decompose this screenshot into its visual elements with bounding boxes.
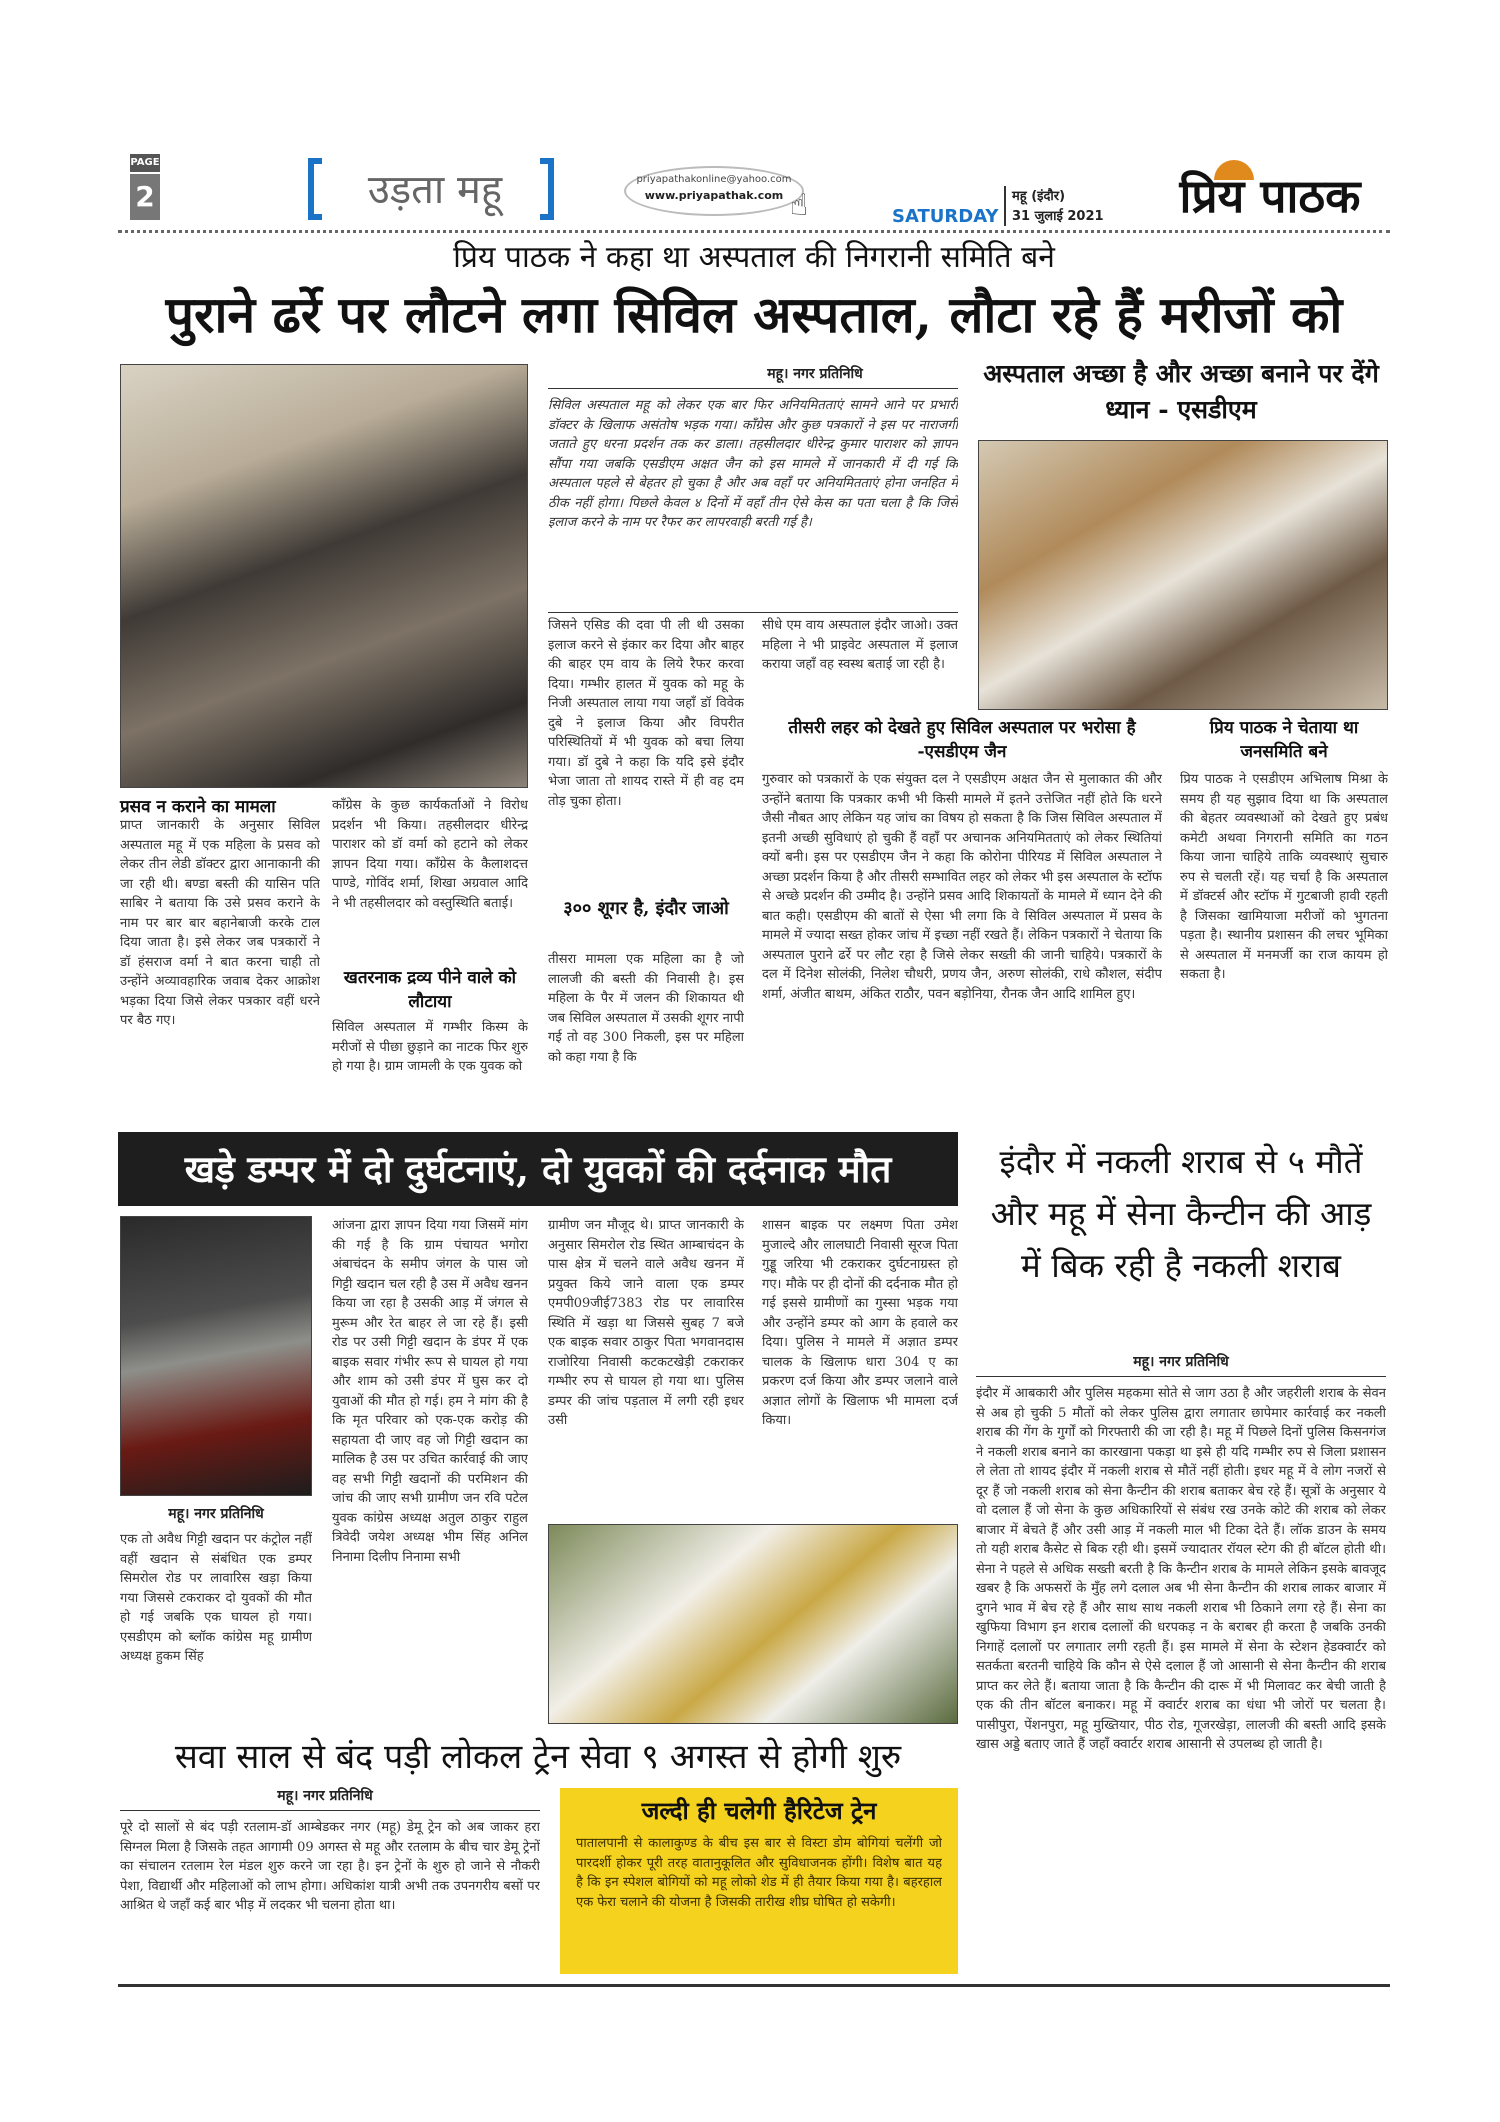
lead-col-2b: सिविल अस्पताल में गम्भीर किस्म के मरीजों से पीछा छुड़ाने का नाटक फिर शुरु हो गया है। ग्राम जामली के एक युवक को <box>332 1020 528 1074</box>
bottom-rule <box>118 1984 1390 1987</box>
day-label: SATURDAY <box>892 206 999 227</box>
liquor-byline: महू। नगर प्रतिनिधि <box>1133 1354 1229 1370</box>
sub-head-delivery: प्रसव न कराने का मामला <box>120 797 276 817</box>
accident-col-1: एक तो अवैध गिट्टी खदान पर कंट्रोल नहीं वहीं खदान से संबंधित एक डम्पर सिमरोल रोड पर लावारिस खड़ा किया गया जिससे टकराकर दो युवकों की मौत हो गई जबकि एक घायल हो गया। एसडीएम को ब्लॉक कांग्रेस महू ग्रामीण अध्यक्ष हुकम सिंह <box>120 1532 312 1664</box>
hand-pointer-icon: ☝ <box>790 188 809 223</box>
lead-col-4a: सीधे एम वाय अस्पताल इंदौर जाओ। उक्त महिला ने भी प्राइवेट अस्पताल में इलाज कराया जहाँ वह स्वस्थ बताई जा रही है। <box>762 618 958 672</box>
lead-intro: सिविल अस्पताल महू को लेकर एक बार फिर अनियमितताएं सामने आने पर प्रभारी डॉक्टर के खिलाफ असंतोष भड़क गया। कॉंग्रेस और कुछ पत्रकारों ने इस पर नाराजगी जताते हुए धरना प्रदर्शन तक कर डाला। तहसीलदार धीरेन्द्र कुमार पाराशर को ज्ञापन सौंपा गया जबकि एसडीएम अक्षत जैन को इस मामले में जानकारी में दी गई कि अस्पताल पहले से बेहतर हो चुका है और अब वहाँ पर अनियमितताएं होना जनहित में ठीक नहीं होगा। पिछले केवल ४ दिनों में वहाँ तीन ऐसे केस का पता चला है कि जिसे इलाज करने के नाम पर रैफर कर लापरवाही बरती गई है। <box>548 398 958 530</box>
lead-col-3b: तीसरा मामला एक महिला का है जो लालजी की बस्ती की निवासी है। इस महिला के पैर में जलन की शिकायत थी जब सिविल अस्पताल में उसकी शूगर नापी गई तो वह 300 निकली, इस पर महिला को कहा गया है कि <box>548 952 744 1065</box>
heritage-train-body: पातालपानी से कालाकुण्ड के बीच इस बार से विस्टा डोम बोगियां चलेंगी जो पारदर्शी होकर पूरी तरह वातानुकूलित और सुविधाजनक होंगी। विशेष बात यह है कि इन स्पेशल बोगियों को महू लोको शेड में ही तैयार किया गया है। बहरहाल एक फेरा चलाने की योजना है जिसकी तारीख शीघ्र घोषित हो सकेगी। <box>576 1836 942 1910</box>
section-bracket-right <box>540 158 554 220</box>
train-byline-rule <box>120 1810 540 1811</box>
train-headline: सवा साल से बंद पड़ी लोकल ट्रेन सेवा ९ अगस्त से होगी शुरु <box>174 1737 902 1777</box>
accident-photo <box>120 1216 312 1496</box>
liquor-body: इंदौर में आबकारी और पुलिस महकमा सोते से जाग उठा है और जहरीली शराब के सेवन से अब हो चुकी 5 मौतों को लेकर पुलिस द्वारा लगातार छापेमार कार्रवाई कर नकली शराब की गेंग के गुर्गों को गिरफ्तारी की जा रही है। महू में पिछले दिनों पुलिस किसनगंज ने नकली शराब बनाने का कारखाना पकड़ा था इसे ही यदि गम्भीर रुप से जिला प्रशासन ले लेता तो शायद इंदौर में नकली शराब से मौतें नहीं होती। इधर महू में वे लोग नजरों से दूर हैं जो नकली शराब को सेना कैन्टीन की शराब बताकर बेच रहे हैं। सूत्रों के अनुसार ये वो दलाल हैं जो सेना के कुछ अधिकारियों से संबंध रख उनके कोटे की शराब को लेकर बाजार में बेचते हैं और उसी आड़ में नकली माल भी टिका देते हैं। लॉक डाउन के समय तो यही शराब कैसेट से बिक रही थी। इसमें ज्यादातर रॉयल स्टेग की ही बॉटल होती थी। सेना ने पहले से अधिक सख्ती बरती है कि कैन्टीन शराब के मामले लेकिन इसके बावजूद खबर है कि अफसरों के मुँह लगे दलाल अब भी सेना कैन्टीन की शराब लाकर बाजार में दुगने भाव में बेच रहे हैं और साथ साथ नकली शराब भी ठिकाने लगा रहे हैं। सेना का खुफिया विभाग इन शराब दलालों की धरपकड़ न के बराबर ही करता है जबकि उनकी निगाहें दलालों पर लगातार लगी रहती हैं। इस मामले में सेना के स्टेशन हेडक्वार्टर को सतर्कता बरतनी चाहिये कि कौन से ऐसे दलाल हैं जो आसानी से सेना कैन्टीन की शराब प्राप्त कर लेते हैं। बताया जाता है कि कैन्टीन की दारू में भी मिलावट कर बेची जाती है एक की तीन बॉटल बनाकर। महू में क्वार्टर शराब का धंधा भी जोरों पर चलता है। पासीपुरा, पेंशनपुरा, महू मुख्तियार, पीठ रोड, गूजरखेड़ा, लालजी की बस्ती आदि इसके खास अड्डे बताए जाते हैं जहाँ क्वार्टर शराब आसानी से उपलब्ध हो जाती है। <box>976 1386 1386 1752</box>
liquor-headline: इंदौर में नकली शराब से ५ मौतें और महू में सेना कैन्टीन की आड़ में बिक रही है नकली शराब <box>990 1142 1372 1285</box>
website-link[interactable]: www.priyapathak.com <box>644 189 784 202</box>
city-label: महू (इंदौर) <box>1012 189 1066 204</box>
heritage-train-headline: जल्दी ही चलेगी हैरिटेज ट्रेन <box>641 1796 877 1825</box>
accident-headline: खड़े डम्पर में दो दुर्घटनाएं, दो युवकों की दर्दनाक मौत <box>184 1147 892 1191</box>
section-title: उड़ता महू <box>367 167 503 213</box>
lead-col-4b: गुरुवार को पत्रकारों के एक संयुक्त दल ने एसडीएम अक्षत जैन से मुलाकात की और उन्होंने बताया कि पत्रकार कभी भी किसी मामले में इतने उत्तेजित नहीं होते कि धरने जैसी नौबत आए लेकिन यह जांच का विषय हो सकता है कि जिस सिविल अस्पताल में इतनी अच्छी सुविधाएं हो चुकी हैं वहाँ पर अचानक अनियमितताएं को लेकर स्थितियां क्यों बनी। इस पर एसडीएम जैन ने कहा कि कोरोना पीरियड में सिविल अस्पताल ने अच्छा प्रदर्शन किया है और तीसरी सम्भावित लहर को लेकर भी इस अस्पताल के स्टॉफ से अच्छे प्रदर्शन की उम्मीद है। उन्होंने प्रसव आदि शिकायतों के मामले में ध्यान देने की बात कही। एसडीएम की बातों से ऐसा भी लगा कि वे सिविल अस्पताल में प्रसव के मामले में ज्यादा सख्त होकर जांच में इच्छा नहीं रखते हैं। लेकिन पत्रकारों ने चेताया कि अस्पताल पुराने ढर्रे पर लौट रहा है जिसे लेकर सख्ती की जानी चाहिये। पत्रकारों के दल में दिनेश सोलंकी, निलेश चौधरी, प्रणय जैन, अरुण सोलंकी, राधे कौशल, संदीप शर्मा, अंजीत बाथम, अंकित राठौर, पवन बड़ोनिया, रौनक जैन आदि शामिल हुए। <box>762 772 1162 1002</box>
email-text: priyapathakonline@yahoo.com <box>636 174 792 185</box>
lead-byline-rule <box>548 388 958 389</box>
side-headline: अस्पताल अच्छा है और अच्छा बनाने पर देंगे ध्यान - एसडीएम <box>983 359 1379 424</box>
page-number: 2 <box>130 174 160 220</box>
accident-col-2: आंजना द्वारा ज्ञापन दिया गया जिसमें मांग की गई है कि ग्राम पंचायत भगोरा अंबाचंदन के समीप जंगल के पास जो गिट्टी खदान चल रही है उस में अवैध खनन किया जा रहा है उसकी आड़ में जंगल से मुरूम और रेत बाहर ले जा रहे हैं। इसी रोड पर उसी गिट्टी खदान के डंपर में एक बाइक सवार गंभीर रूप से घायल हो गया और शाम को उसी डंपर में घुस कर दो युवाओं की मौत हो गई। हम ने मांग की है कि मृत परिवार को एक-एक करोड़ की सहायता दी जाए वह जो गिट्टी खदान का मालिक है उस पर उचित कार्रवाई की जाए वह सभी गिट्टी खदानों की परमिशन की जांच की जाए सभी ग्रामीण जन रवि पटेल युवक कांग्रेस अध्यक्ष अतुल ठाकुर राहुल त्रिवेदी जयेश अध्यक्ष भीम सिंह अनिल निनामा दिलीप निनामा सभी <box>332 1218 528 1565</box>
section-bracket-left <box>308 158 322 220</box>
lead-kicker: प्रिय पाठक ने कहा था अस्पताल की निगरानी समिति बने <box>453 240 1055 275</box>
accident-col-3: ग्रामीण जन मौजूद थे। प्राप्त जानकारी के अनुसार सिमरोल रोड स्थित आम्बाचंदन के पास क्षेत्र में चलने वाले अवैध खनन में प्रयुक्त किये जाने वाला एक डम्पर एमपी09जीई7383 रोड पर लावारिस स्थिति में खड़ा था जिससे सुबह 7 बजे एक बाइक सवार ठाकुर पिता भगवानदास राजोरिया निवासी कटकटखेड़ी टकराकर गम्भीर रुप से घायल हो गया था। पुलिस डम्पर की जांच पड़ताल में लगी रही इधर उसी <box>548 1218 744 1428</box>
page-label: PAGE <box>130 154 160 172</box>
lead-byline: महू। नगर प्रतिनिधि <box>767 366 863 382</box>
sub-head-third-wave: तीसरी लहर को देखते हुए सिविल अस्पताल पर भरोसा है -एसडीएम जैन <box>788 718 1136 762</box>
date-label: 31 जुलाई 2021 <box>1012 209 1104 224</box>
sub-head-warning: प्रिय पाठक ने चेताया था जनसमिति बने <box>1209 718 1359 762</box>
date-divider <box>1004 186 1006 226</box>
sdm-meeting-photo <box>978 440 1388 710</box>
accident-col-4: शासन बाइक पर लक्ष्मण पिता उमेश मुजाल्दे और लालघाटी निवासी सूरज पिता गुड्डू जरिया भी टकराकर दुर्घटनाग्रस्त हो गए। मौके पर ही दोनों की दर्दनाक मौत हो गई इससे ग्रामीणों का गुस्सा भड़क गया और उन्होंने डम्पर को आग के हवाले कर दिया। पुलिस ने मामले में अज्ञात डम्पर चालक के खिलाफ धारा 304 ए का प्रकरण दर्ज किया और डम्पर जलाने वाले अज्ञात लोगों के खिलाफ भी मामला दर्ज किया। <box>762 1218 958 1428</box>
sub-head-sugar: ३०० शूगर है, इंदौर जाओ <box>563 898 729 919</box>
memorandum-photo <box>548 1524 958 1724</box>
lead-intro-rule <box>548 612 958 613</box>
newspaper-logo: प्रिय पाठक <box>1179 169 1361 223</box>
lead-col-5: प्रिय पाठक ने एसडीएम अभिलाष मिश्रा के समय ही यह सुझाव दिया था कि अस्पताल की बेहतर व्यवस्थाओं को देखते हुए प्रबंध कमेटी अथवा निगरानी समिति का गठन किया जाना चाहिये ताकि व्यवस्थाएं सुचारु रुप से चलती रहें। यह चर्चा है कि अस्पताल में डॉक्टर्स और स्टॉफ में गुटबाजी हावी रहती है जिसका खामियाजा मरीजों को भुगतना पड़ता है। स्थानीय प्रशासन की लचर भूमिका से अस्पताल में मनमर्जी का राज कायम हो सकता है। <box>1180 772 1388 982</box>
masthead-rule <box>118 230 1390 233</box>
lead-col-3a: जिसने एसिड की दवा पी ली थी उसका इलाज करने से इंकार कर दिया और बाहर की बाहर एम वाय के लिये रैफर करवा दिया। गम्भीर हालत में युवक को महू के निजी अस्पताल लाया गया जहाँ डॉ विवेक दुबे ने इलाज किया और विपरीत परिस्थितियों में भी युवक को बचा लिया गया। डॉ दुबे ने कहा कि यदि इसे इंदौर भेजा जाता तो शायद रास्ते में ही वह दम तोड़ चुका होता। <box>548 618 744 809</box>
lead-col-2a: कॉंग्रेस के कुछ कार्यकर्ताओं ने विरोध प्रदर्शन भी किया। तहसीलदार धीरेन्द्र पाराशर को डॉ वर्मा को हटाने को लेकर ज्ञापन दिया गया। कॉंग्रेस के कैलाशदत्त पाण्डे, गोविंद शर्मा, शिखा अग्रवाल आदि ने भी तहसीलदार को वस्तुस्थिति बताई। <box>332 798 528 911</box>
protest-photo <box>120 364 528 788</box>
lead-headline: पुराने ढर्रे पर लौटने लगा सिविल अस्पताल, लौटा रहे हैं मरीजों को <box>165 285 1343 344</box>
liquor-byline-rule <box>976 1376 1386 1377</box>
train-byline: महू। नगर प्रतिनिधि <box>277 1788 373 1804</box>
lead-col-1: प्राप्त जानकारी के अनुसार सिविल अस्पताल महू में एक महिला के प्रसव को लेकर तीन लेडी डॉक्टर द्वारा आनाकानी की जा रही थी। बण्डा बस्ती की यासिन पति साबिर ने बताया कि उसे प्रसव कराने के नाम पर बार बार बहानेबाजी करके टाल दिया जाता है। इसे लेकर जब पत्रकारों ने डॉ हंसराज वर्मा ने बात करना चाही तो उन्होंने अव्यावहारिक जवाब देकर आक्रोश भड़का दिया जिसे लेकर पत्रकार वहीं धरने पर बैठ गए। <box>120 818 320 1028</box>
sub-head-chemical: खतरनाक द्रव्य पीने वाले को लौटाया <box>343 968 517 1012</box>
accident-byline: महू। नगर प्रतिनिधि <box>168 1506 264 1522</box>
train-body: पूरे दो सालों से बंद पड़ी रतलाम-डॉ आम्बेडकर नगर (महू) डेमू ट्रेन को अब जाकर हरा सिग्नल मिला है जिसके तहत आगामी 09 अगस्त से महू और रतलाम के बीच चार डेमू ट्रेनों का संचालन रतलाम रेल मंडल शुरु करने जा रहा है। इन ट्रेनों के शुरु हो जाने से नौकरी पेशा, विद्यार्थी और महिलाओं को लाभ होगा। अधिकांश यात्री अभी तक उपनगरीय बसों पर आश्रित थे जहाँ कई बार भीड़ में लदकर भी चलना होता था। <box>120 1820 540 1913</box>
